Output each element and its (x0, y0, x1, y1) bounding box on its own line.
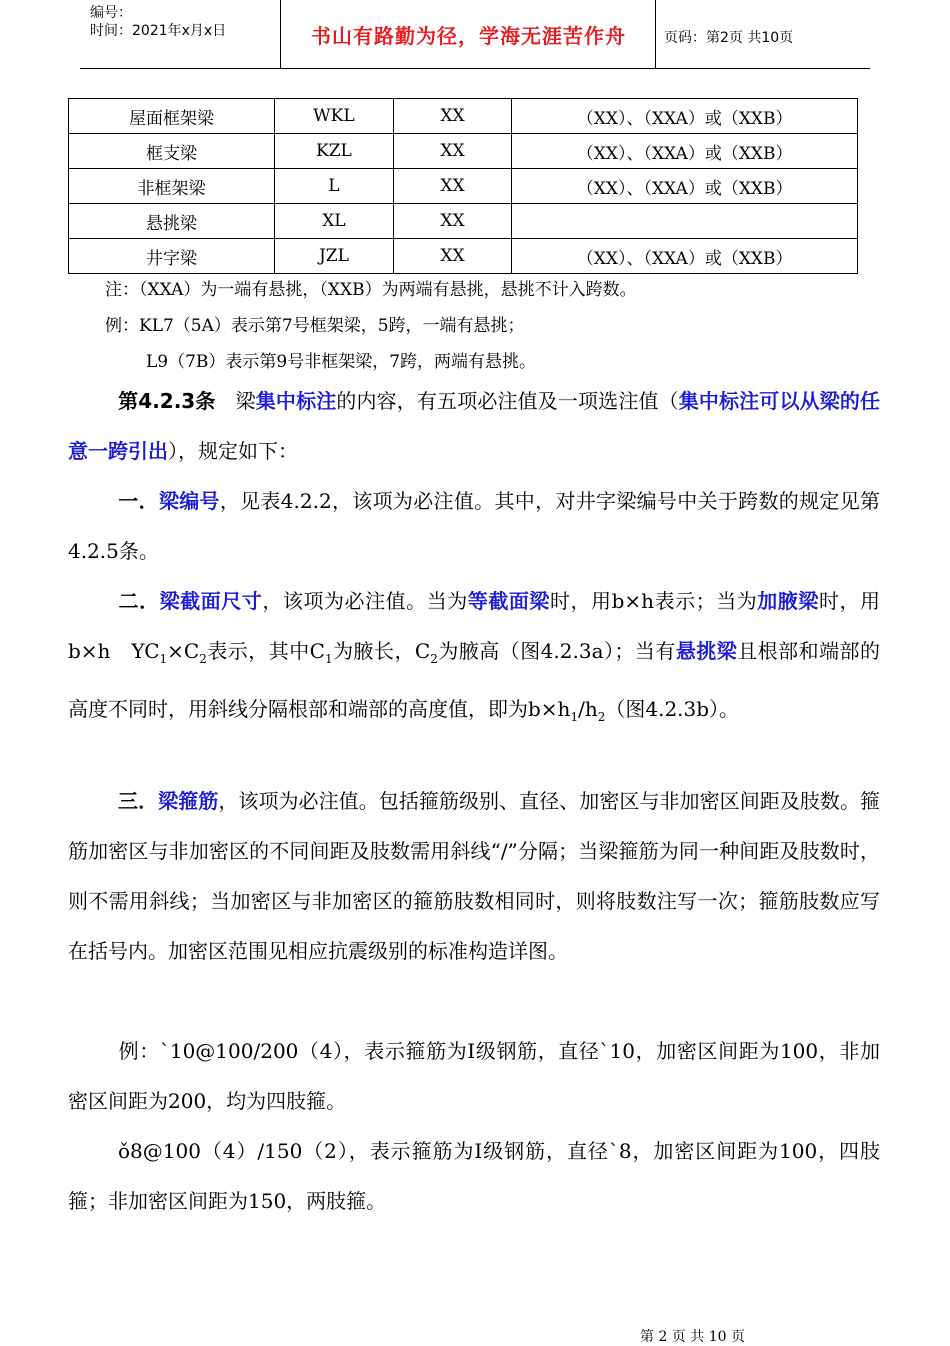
paragraph-text: 为腋长，C (332, 639, 431, 663)
item-paragraph (68, 476, 880, 576)
table-cell: XX (393, 99, 512, 134)
table-cell: XX (393, 169, 512, 204)
example-paragraph (68, 1126, 880, 1226)
table-cell: （XX）、（XXA）或（XXB） (512, 99, 858, 134)
paragraph-text: 梁 (215, 389, 256, 413)
highlight-term: 梁截面尺寸 (159, 589, 263, 613)
table-row (69, 239, 858, 274)
beam-type-table (68, 98, 858, 274)
paragraph-text: /h (578, 697, 598, 721)
example-paragraph (68, 1026, 880, 1126)
table-cell: （XX）、（XXA）或（XXB） (512, 239, 858, 274)
table-cell: XX (393, 204, 512, 239)
table-row (69, 134, 858, 169)
paragraph-text: ǒ8@100（4）/150（2），表示箍筋为Ⅰ级钢筋，直径`8，加密区间距为100，四肢箍；非加密区间距为150，两肢箍。 (68, 1139, 880, 1213)
item-number: 一． (118, 489, 159, 513)
header-divider (655, 0, 656, 68)
table-cell: KZL (275, 134, 394, 169)
highlight-term: 梁箍筋 (158, 789, 219, 813)
header-code-label: 编号： (90, 5, 132, 21)
paragraph-text: ，见表4.2.2，该项为必注值。其中，对井字梁编号中关于跨数的规定见第4.2.5条。 (68, 489, 881, 563)
table-cell: 屋面框架梁 (69, 99, 275, 134)
subscript: 2 (199, 652, 207, 666)
paragraph-text: 且根部和端部的高度不同时，用斜线分隔根部和端部的高度值，即为b×h (68, 639, 881, 721)
paragraph-text: ），规定如下： (168, 439, 298, 463)
header-meta (90, 4, 226, 40)
header-time-label: 时间：2021年x月x日 (90, 23, 227, 39)
table-row (69, 169, 858, 204)
paragraph-text: 的内容，有五项必注值及一项选注值（ (336, 389, 679, 413)
highlight-term: 悬挑梁 (675, 639, 738, 663)
header-page-info: 页码：第2页 共10页 (664, 30, 794, 46)
table-cell: XX (393, 239, 512, 274)
table-cell: WKL (275, 99, 394, 134)
table-example: 例：KL7（5A）表示第7号框架梁，5跨，一端有悬挑； (105, 316, 525, 336)
table-cell: XL (275, 204, 394, 239)
table-cell: 框支梁 (69, 134, 275, 169)
paragraph-text: ×C (167, 639, 200, 663)
subscript: 1 (324, 652, 333, 666)
paragraph-text: ，该项为必注值。包括箍筋级别、直径、加密区与非加密区间距及肢数。箍筋加密区与非加密区的不同间距及肢数需用斜线“/”分隔；当梁箍筋为同一种间距及肢数时，则不需用斜线；当加密区与非加密区的箍筋肢数相同时，则将肢数注写一次；箍筋肢数应写在括号内。加密区范围见相应抗震级别的标准构造详图。 (68, 789, 881, 963)
subscript: 1 (159, 652, 168, 666)
table-cell (512, 204, 858, 239)
paragraph-text: （图4.2.3b）。 (605, 697, 740, 721)
paragraph-text: ，该项为必注值。当为 (262, 589, 468, 613)
highlight-term: 加腋梁 (757, 589, 819, 613)
item-paragraph (68, 576, 880, 742)
table-cell: 悬挑梁 (69, 204, 275, 239)
table-row (69, 204, 858, 239)
table-row (69, 99, 858, 134)
header-divider (280, 0, 281, 68)
table-cell: L (275, 169, 394, 204)
highlight-term: 集中标注可以从梁的任意一跨引出 (68, 389, 881, 463)
paragraph-text: 时，用b×h表示；当为 (549, 589, 758, 613)
paragraph-text: 表示，其中C (206, 639, 325, 663)
item-number: 三． (118, 789, 159, 813)
paragraph-text: 为腋高（图4.2.3a）；当有 (437, 639, 676, 663)
subscript: 2 (430, 652, 438, 666)
clause-paragraph (68, 376, 880, 476)
paragraph-text: 时，用b×h YC (68, 589, 881, 663)
highlight-term: 梁编号 (158, 489, 220, 513)
subscript: 1 (570, 710, 579, 724)
highlight-term: 等截面梁 (467, 589, 550, 613)
item-number: 二． (118, 589, 160, 613)
table-cell: 非框架梁 (69, 169, 275, 204)
paragraph-text: 例：`10@100/200（4），表示箍筋为Ⅰ级钢筋，直径`10，加密区间距为100，非加密区间距为200，均为四肢箍。 (68, 1039, 880, 1113)
table-cell: 井字梁 (69, 239, 275, 274)
table-example: L9（7B）表示第9号非框架梁，7跨，两端有悬挑。 (146, 352, 537, 372)
table-cell: JZL (275, 239, 394, 274)
table-cell: （XX）、（XXA）或（XXB） (512, 134, 858, 169)
item-paragraph (68, 776, 880, 976)
header-motto: 书山有路勤为径，学海无涯苦作舟 (311, 24, 626, 48)
page-footer: 第 2 页 共 10 页 (640, 1329, 745, 1345)
page-header (80, 0, 870, 69)
table-note: 注：（XXA）为一端有悬挑，（XXB）为两端有悬挑，悬挑不计入跨数。 (105, 280, 637, 300)
subscript: 2 (597, 710, 606, 724)
table-cell: XX (393, 134, 512, 169)
table-cell: （XX）、（XXA）或（XXB） (512, 169, 858, 204)
highlight-term: 集中标注 (255, 389, 337, 413)
clause-number: 第4.2.3条 (118, 389, 216, 413)
